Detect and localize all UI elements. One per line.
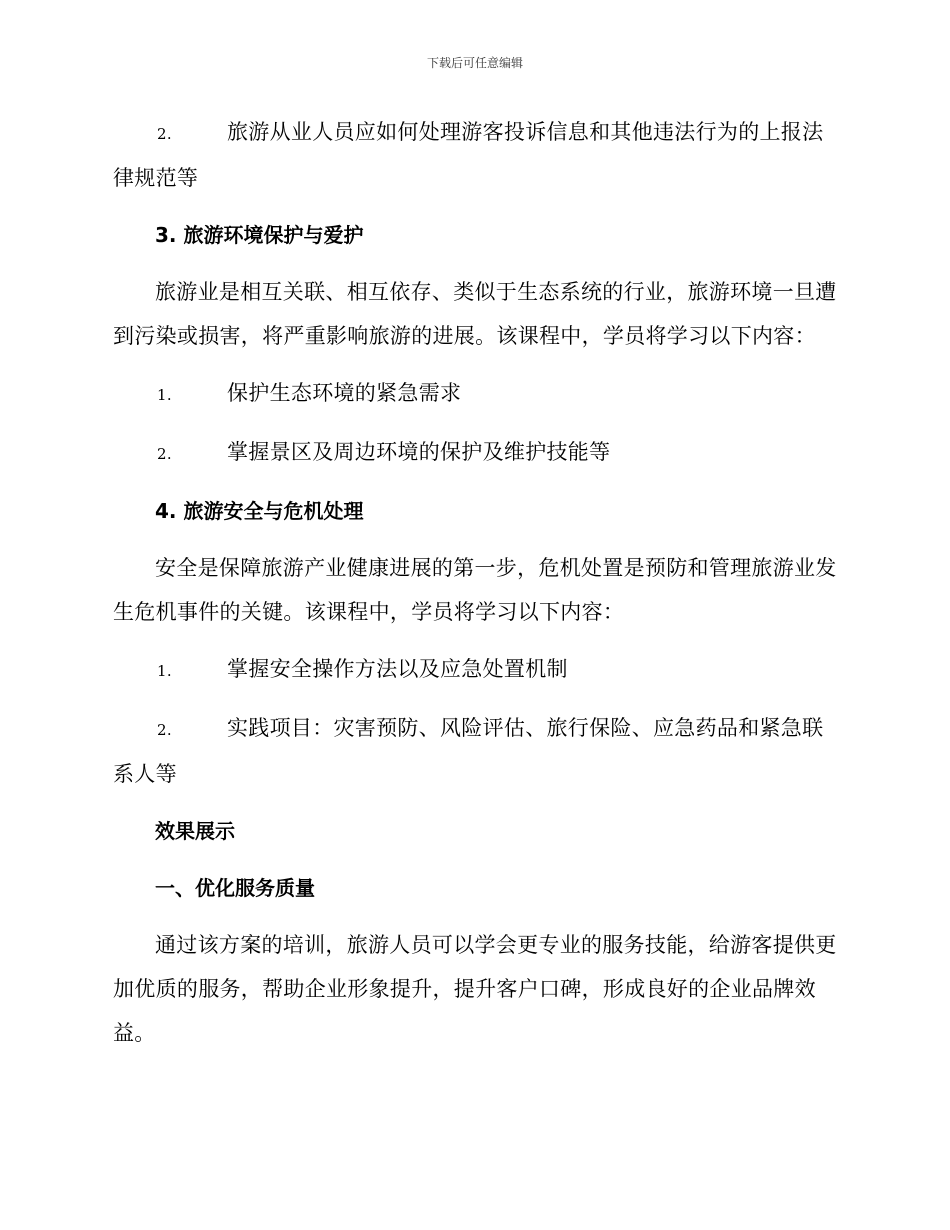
section-heading: 效果展示: [155, 819, 235, 843]
list-number: 2.: [157, 125, 172, 143]
list-number: 1.: [157, 386, 172, 404]
section-heading: 4. 旅游安全与危机处理: [155, 499, 364, 523]
list-item: [113, 371, 838, 417]
list-item: [113, 706, 838, 796]
page-header: 下载后可任意编辑: [426, 56, 523, 70]
list-number: 2.: [157, 445, 172, 463]
paragraph: 旅游业是相互关联、相互依存、类似于生态系统的行业，旅游环境一旦遭到污染或损害，将严重影响旅游的进展。该课程中，学员将学习以下内容：: [113, 280, 837, 348]
list-item: [113, 647, 838, 693]
list-text: 实践项目：灾害预防、风险评估、旅行保险、应急药品和紧急联系人等: [113, 716, 824, 786]
list-item: [113, 110, 838, 200]
list-text: 掌握安全操作方法以及应急处置机制: [227, 657, 568, 681]
section-heading: 3. 旅游环境保护与爱护: [155, 223, 364, 247]
list-item: [113, 430, 838, 476]
paragraph: 安全是保障旅游产业健康进展的第一步，危机处置是预防和管理旅游业发生危机事件的关键。该课程中，学员将学习以下内容：: [113, 556, 837, 624]
list-text: 保护生态环境的紧急需求: [227, 381, 462, 405]
document-body: [113, 110, 838, 1068]
paragraph: 通过该方案的培训，旅游人员可以学会更专业的服务技能，给游客提供更加优质的服务，帮助企业形象提升，提升客户口碑，形成良好的企业品牌效益。: [113, 933, 837, 1045]
list-text: 旅游从业人员应如何处理游客投诉信息和其他违法行为的上报法律规范等: [113, 120, 824, 190]
list-text: 掌握景区及周边环境的保护及维护技能等: [227, 440, 611, 464]
list-number: 1.: [157, 662, 172, 680]
subsection-heading: 一、优化服务质量: [155, 876, 315, 900]
list-number: 2.: [157, 721, 172, 739]
